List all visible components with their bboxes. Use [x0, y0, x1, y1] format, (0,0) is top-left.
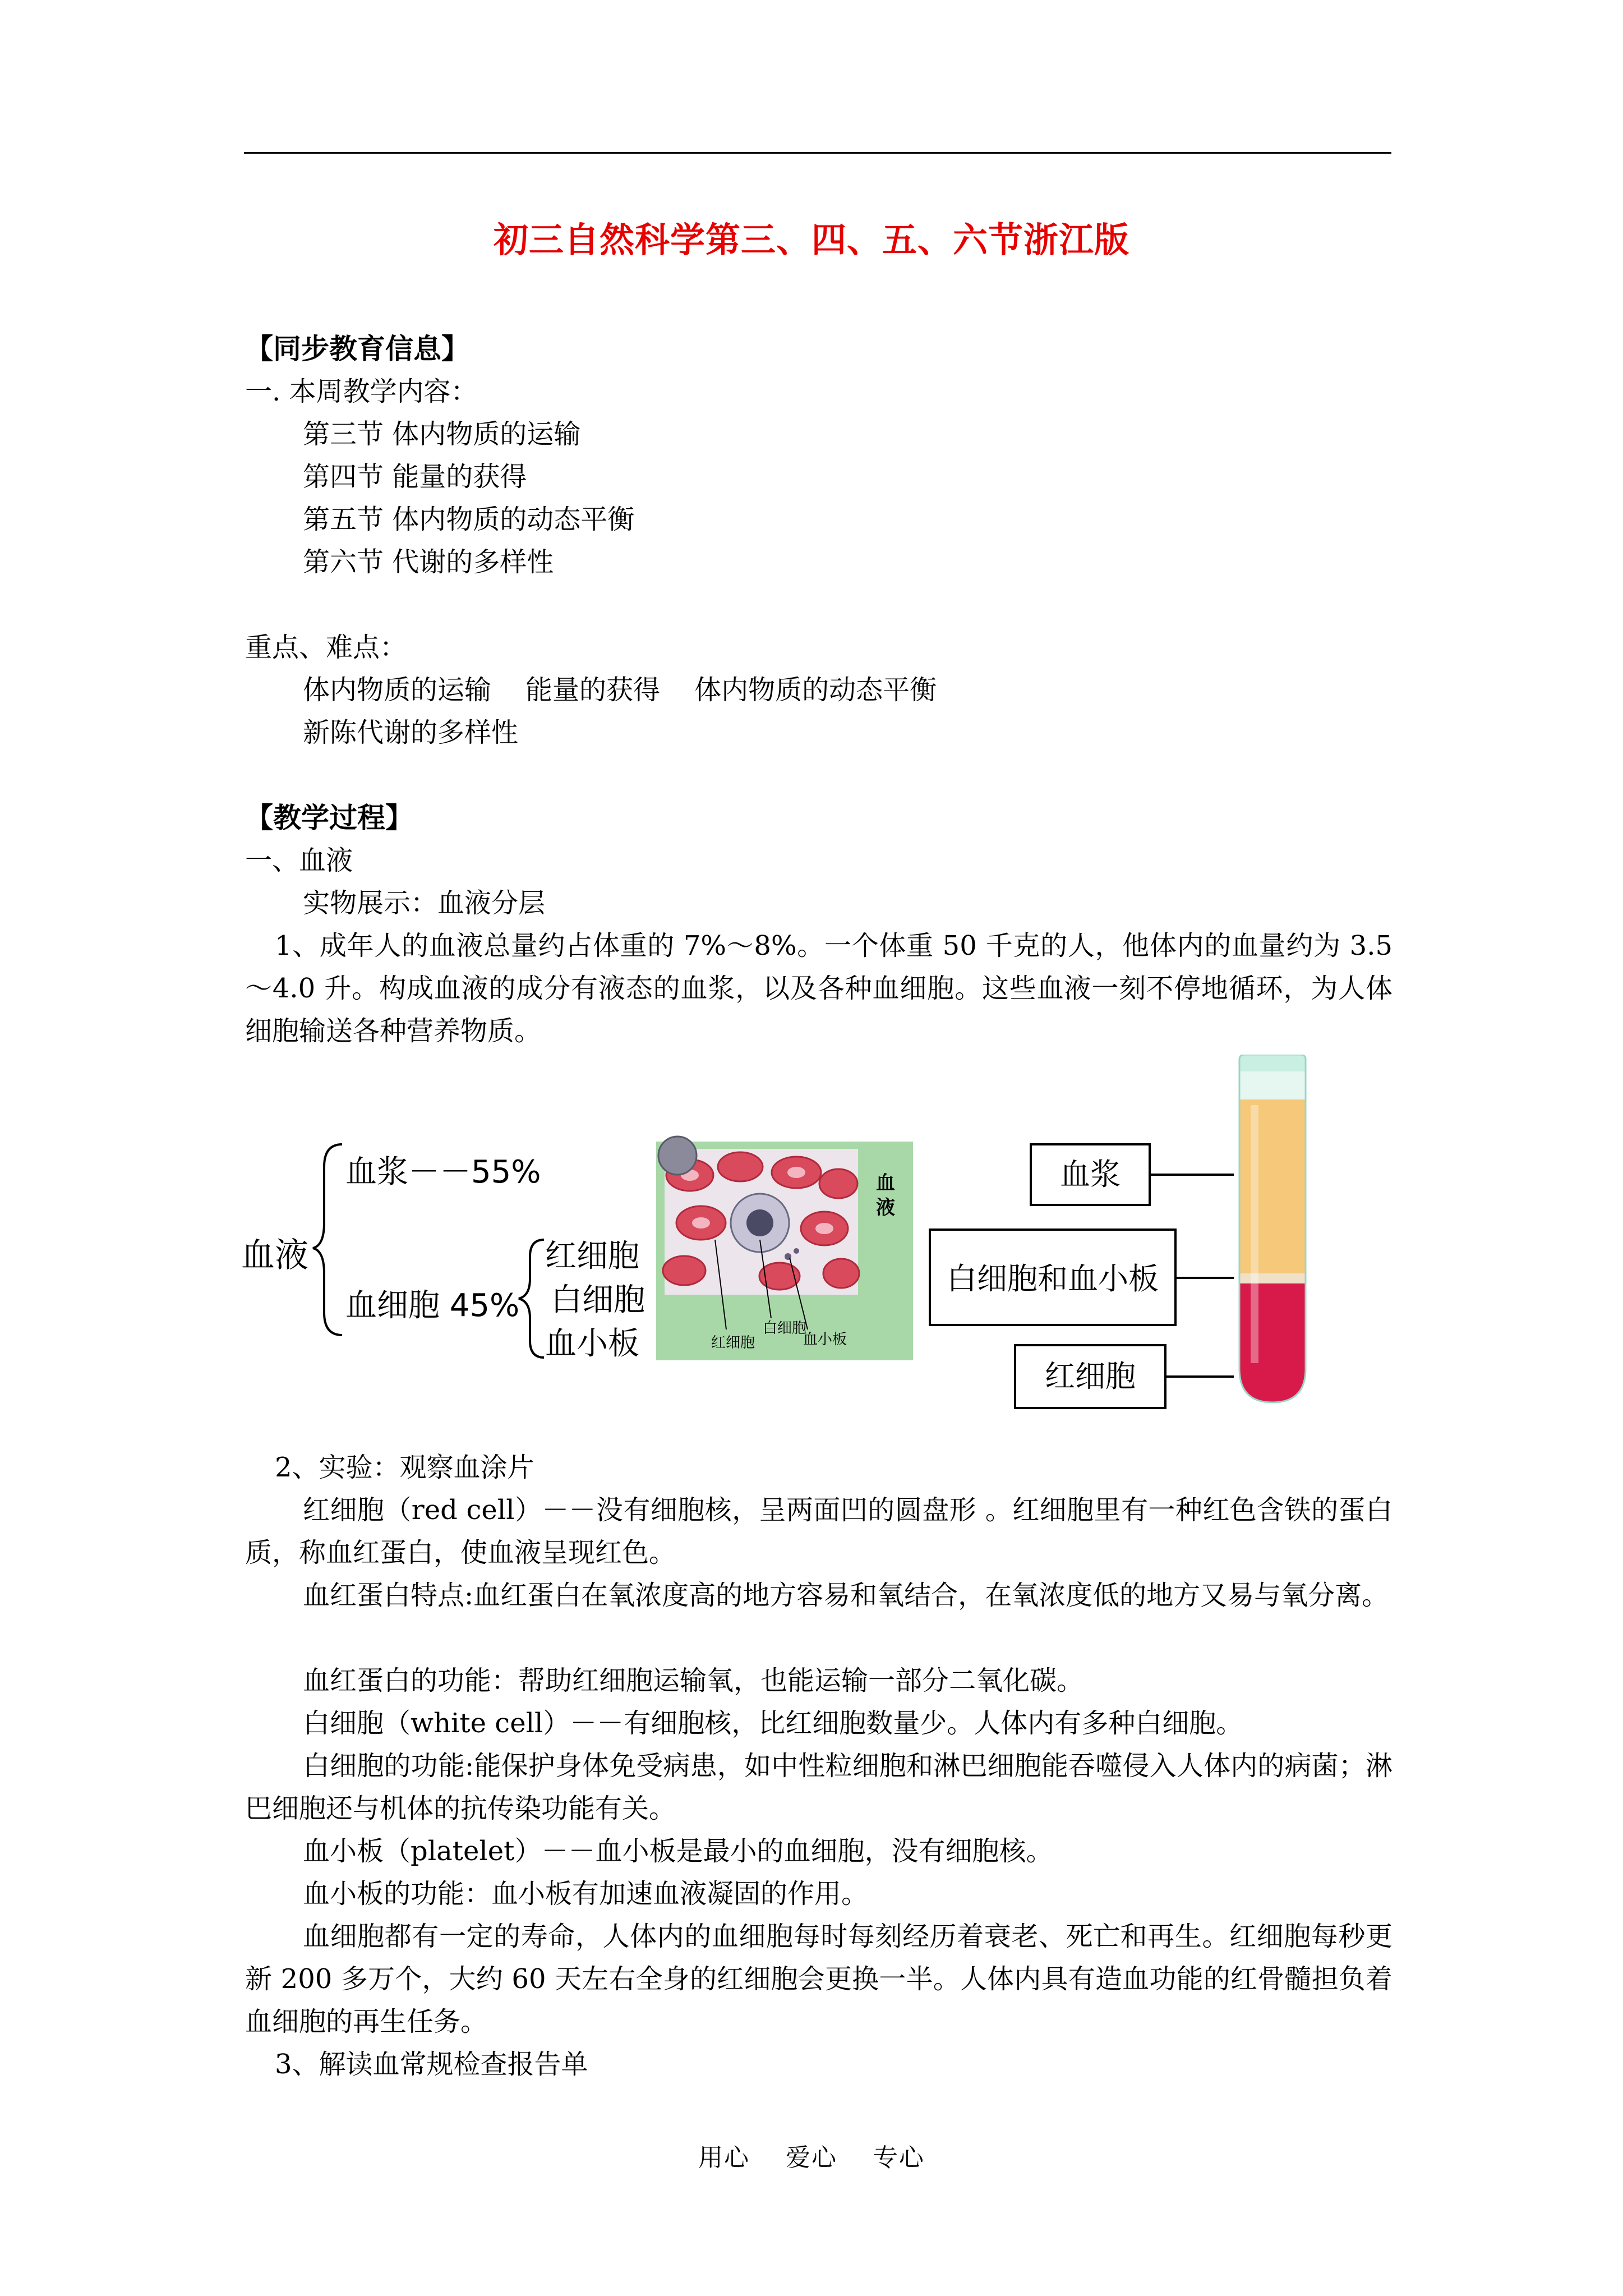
micro-side-char: 血: [876, 1172, 895, 1194]
section-item: 第六节 代谢的多样性: [303, 546, 554, 578]
week-content-label: 一. 本周教学内容：: [245, 376, 478, 407]
tube-red-layer: [1239, 1283, 1306, 1402]
white-cell-shape: [658, 1137, 697, 1175]
red-cell-center: [787, 1167, 805, 1178]
page-footer: 用心 爱心 专心: [698, 2143, 925, 2172]
red-cell-shape: [823, 1259, 859, 1288]
tube-highlight: [1251, 1105, 1258, 1363]
paragraph-white-cell: 白细胞（white cell）－－有细胞核，比红细胞数量少。人体内有多种白细胞。: [303, 1708, 1243, 1739]
tree-brace-left: [313, 1144, 342, 1335]
tube-label: 白细胞和血小板: [947, 1261, 1159, 1296]
section-item: 第三节 体内物质的运输: [303, 418, 581, 450]
paragraph-red-cell: 红细胞（red cell）－－没有细胞核，呈两面凹的圆盘形 。红细胞里有一种红色含铁的蛋白质，称血红蛋白，使血液呈现红色。: [245, 1494, 1393, 1568]
blood-heading: 一、血液: [245, 845, 353, 876]
page-title: 初三自然科学第三、四、五、六节浙江版: [493, 219, 1129, 260]
key-point: 体内物质的运输 能量的获得 体内物质的动态平衡: [303, 674, 937, 706]
tree-brace-right: [519, 1240, 544, 1358]
blood-composition-diagram: [241, 1055, 1396, 1425]
micro-label: 红细胞: [711, 1335, 755, 1351]
key-point: 新陈代谢的多样性: [303, 717, 519, 748]
micro-label: 血小板: [803, 1331, 847, 1348]
tree-root-label: 血液: [241, 1236, 308, 1275]
tube-label-group: [930, 1144, 1234, 1408]
platelet-shape: [794, 1248, 799, 1254]
cell-type-label: 红细胞: [545, 1238, 639, 1274]
paragraph-blood-volume: 1、成年人的血液总量约占体重的 7%～8%。一个体重 50 千克的人，他体内的血量约为 3.5～4.0 升。构成血液的成分有液态的血浆，以及各种血细胞。这些血液一刻不停地循环，为人体细胞输送各种营养物质。: [245, 930, 1393, 1047]
plasma-percent-label: 血浆－－55%: [345, 1154, 541, 1190]
paragraph-white-cell-function: 白细胞的功能:能保护身体免受病患，如中性粒细胞和淋巴细胞能吞噬侵入人体内的病菌；淋巴细胞还与机体的抗传染功能有关。: [245, 1750, 1393, 1824]
cell-type-label: 血小板: [545, 1326, 639, 1362]
tube-plasma-layer: [1239, 1099, 1306, 1273]
header-rule: [244, 152, 1391, 154]
red-cell-shape: [819, 1169, 857, 1198]
section-item: 第五节 体内物质的动态平衡: [303, 504, 635, 535]
paragraph-hemoglobin-function: 血红蛋白的功能：帮助红细胞运输氧，也能运输一部分二氧化碳。: [303, 1665, 1084, 1696]
micro-label: 白细胞: [763, 1320, 807, 1337]
paragraph-cell-lifespan: 血细胞都有一定的寿命，人体内的血细胞每时每刻经历着衰老、死亡和再生。红细胞每秒更新 200 多万个，大约 60 天左右全身的红细胞会更换一半。人体内具有造血功能的红骨髓担负着血细胞的再生任务。: [245, 1921, 1393, 2037]
key-points-label: 重点、难点：: [245, 632, 407, 663]
paragraph-platelet: 血小板（platelet）－－血小板是最小的血细胞，没有细胞核。: [303, 1835, 1053, 1867]
tube-buffy-layer: [1239, 1273, 1306, 1283]
report-line: 3、解读血常规检查报告单: [275, 2049, 588, 2080]
red-cell-center: [815, 1223, 833, 1234]
micro-side-char: 液: [876, 1197, 895, 1219]
cells-percent-label: 血细胞 45%: [345, 1287, 520, 1324]
red-cell-shape: [718, 1152, 763, 1181]
paragraph-hemoglobin-feature: 血红蛋白特点:血红蛋白在氧浓度高的地方容易和氧结合，在氧浓度低的地方又易与氧分离。: [303, 1580, 1389, 1611]
sync-heading: 【同步教育信息】: [245, 332, 469, 365]
white-cell-nucleus: [746, 1209, 773, 1236]
cell-type-label: 白细胞: [551, 1282, 645, 1318]
test-tube: [1239, 1055, 1306, 1402]
tube-label: 血浆: [1060, 1157, 1121, 1192]
tube-empty-top: [1239, 1071, 1306, 1099]
section-item: 第四节 能量的获得: [303, 461, 527, 493]
experiment-line: 2、实验：观察血涂片: [275, 1452, 534, 1483]
process-heading: 【教学过程】: [245, 801, 413, 834]
red-cell-shape: [663, 1256, 706, 1285]
tube-label: 红细胞: [1045, 1359, 1136, 1394]
paragraph-platelet-function: 血小板的功能：血小板有加速血液凝固的作用。: [303, 1878, 869, 1910]
red-cell-center: [692, 1217, 710, 1228]
demo-line: 实物展示：血液分层: [303, 887, 546, 919]
blood-smear-image: [656, 1137, 913, 1360]
